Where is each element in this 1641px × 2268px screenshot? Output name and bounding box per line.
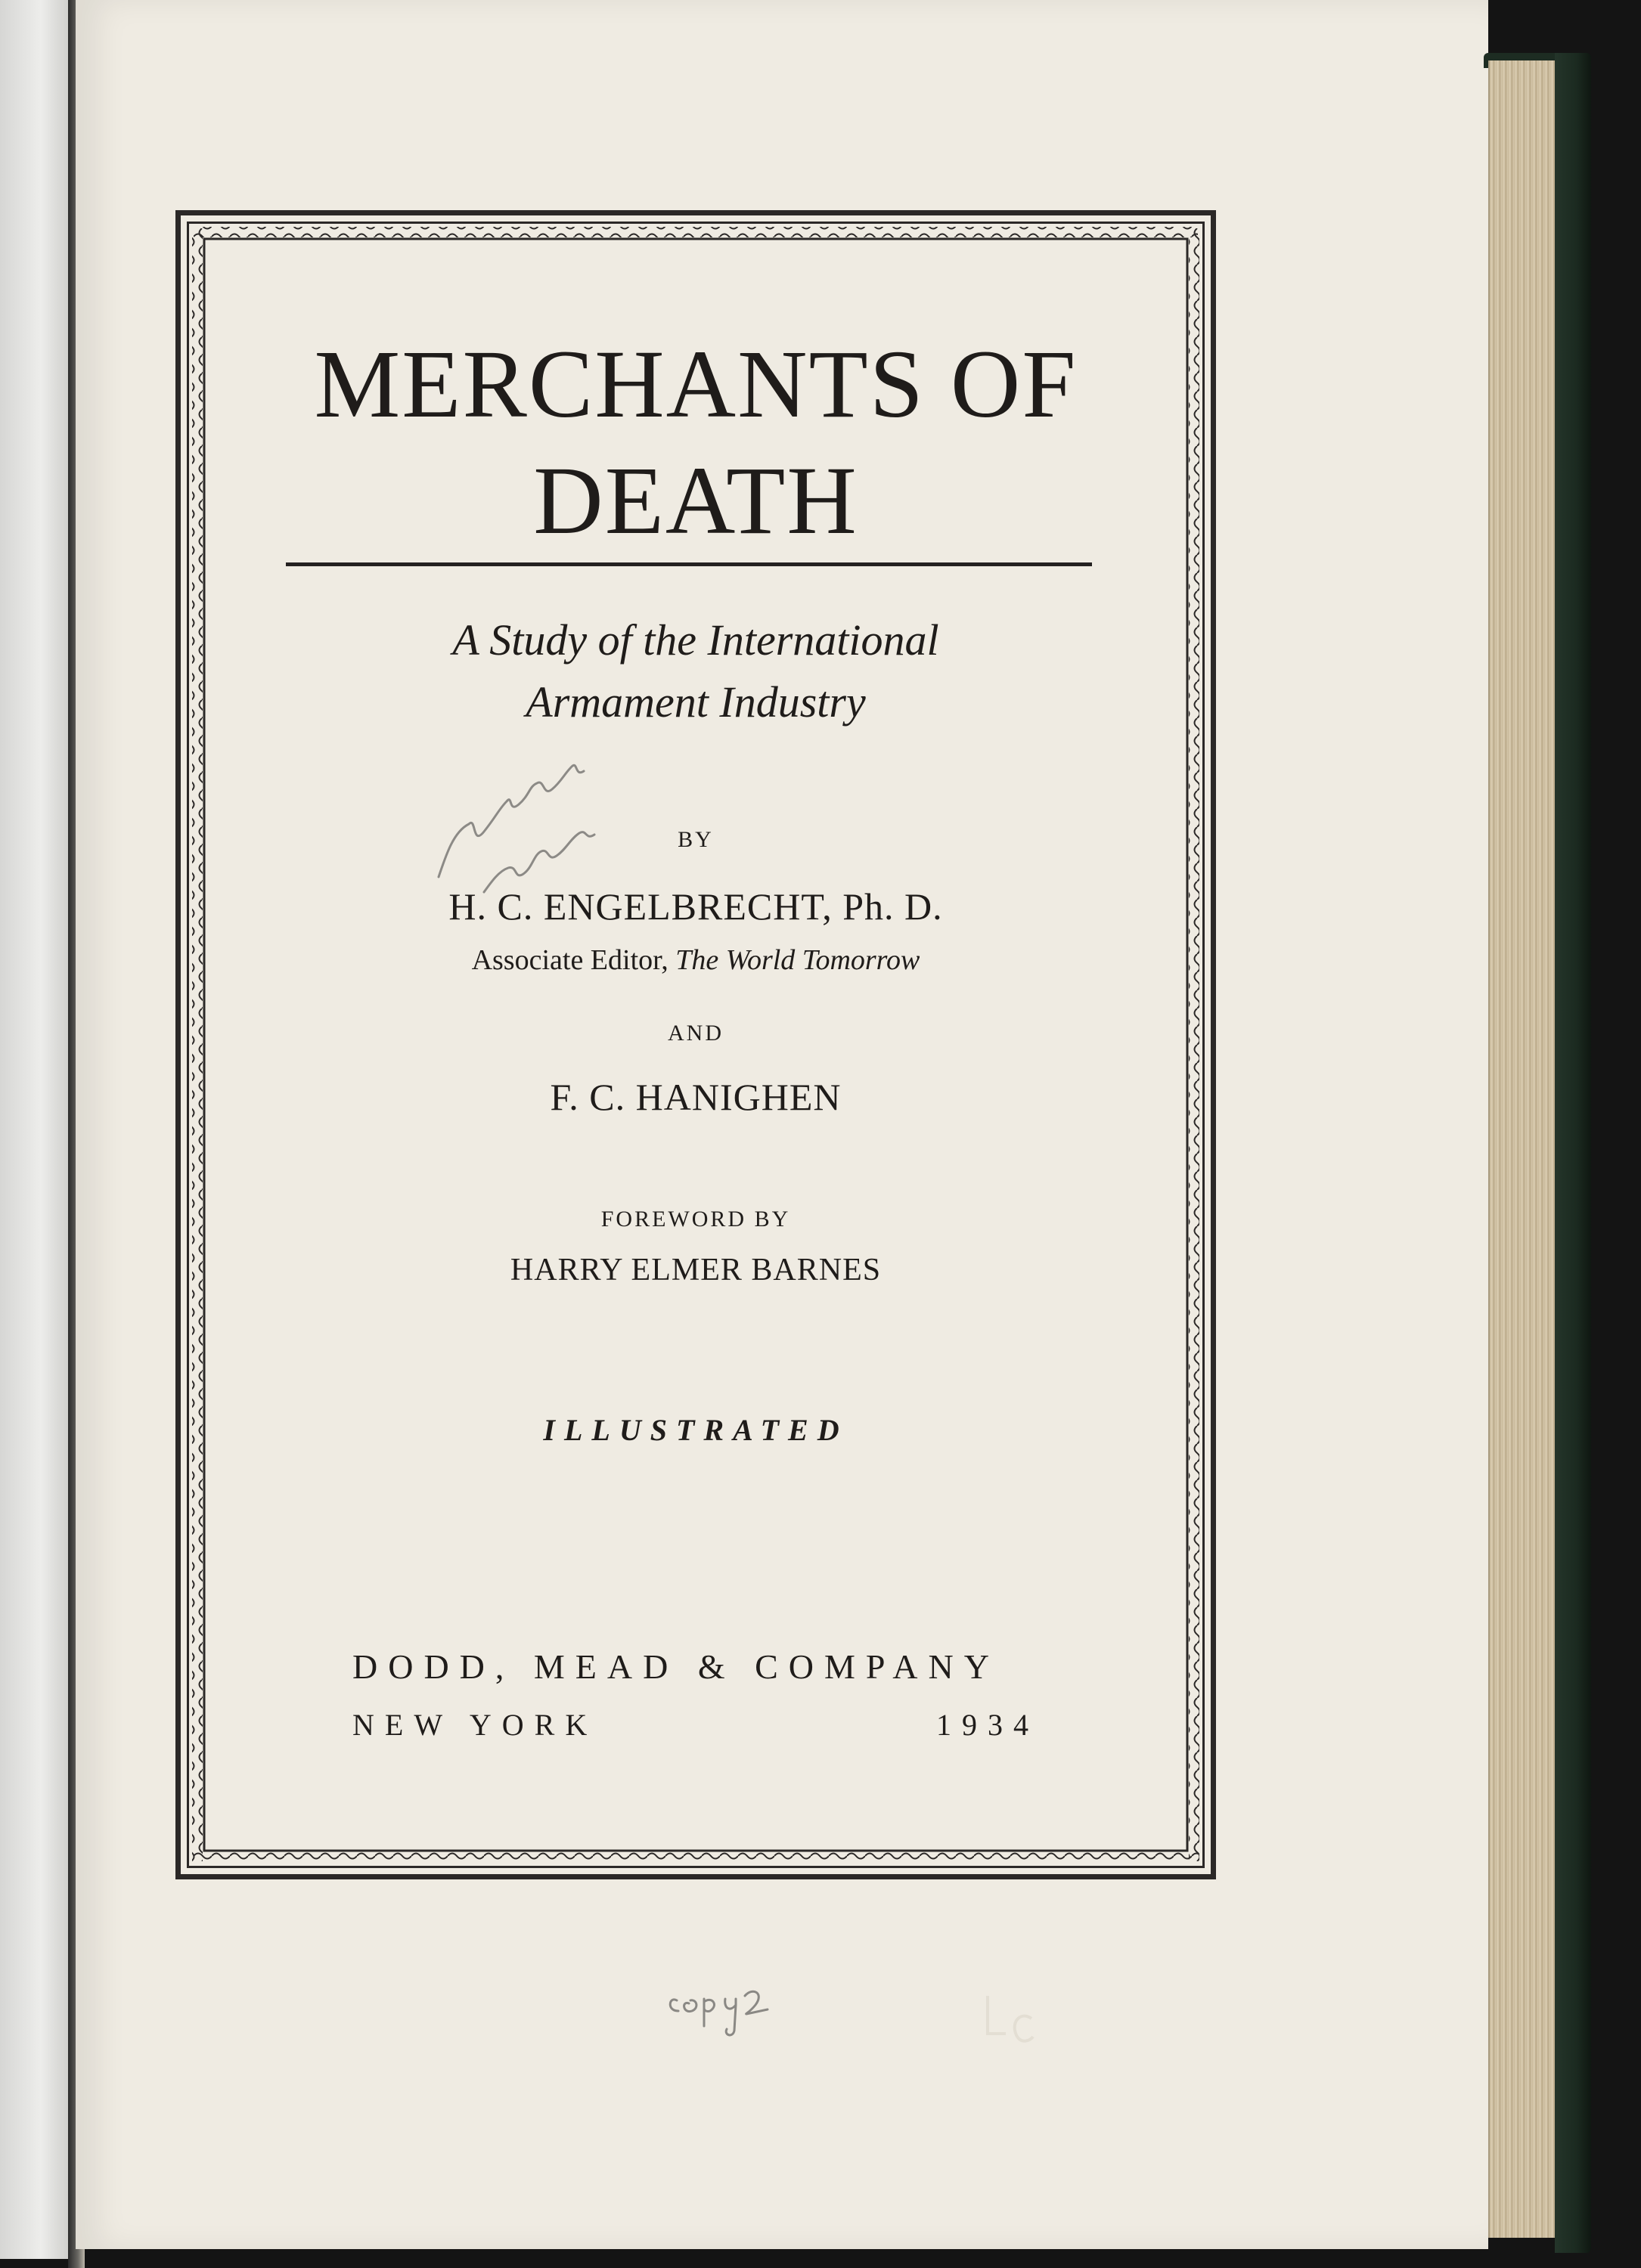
publication-year: 1934 xyxy=(936,1708,1039,1742)
page-edges xyxy=(1488,60,1556,2238)
author-1: H. C. ENGELBRECHT, Ph. D. xyxy=(448,885,943,928)
pencil-copy-annotation xyxy=(662,1966,843,2049)
title-rule xyxy=(286,562,1092,566)
affiliation-publication: The World Tomorrow xyxy=(675,944,920,976)
book-title-line-2: DEATH xyxy=(533,447,858,554)
author-1-affiliation xyxy=(175,943,1216,977)
publisher-name: DODD, MEAD & COMPANY xyxy=(352,1647,1000,1686)
by-label: BY xyxy=(678,827,714,852)
book-cover-edge xyxy=(1555,53,1591,2253)
pencil-name-annotation xyxy=(423,741,605,907)
author-2: F. C. HANIGHEN xyxy=(550,1076,842,1118)
book-title-line-1: MERCHANTS OF xyxy=(314,330,1078,438)
publisher-city: NEW YORK xyxy=(352,1708,598,1742)
subtitle-line-1: A Study of the International xyxy=(452,615,939,665)
and-label: AND xyxy=(668,1021,724,1046)
affiliation-prefix: Associate Editor, xyxy=(471,944,668,976)
subtitle-line-2: Armament Industry xyxy=(526,677,866,727)
foreword-label: FOREWORD BY xyxy=(600,1207,791,1232)
facing-page xyxy=(0,0,74,2259)
library-stamp-emboss xyxy=(976,1988,1044,2056)
foreword-author: HARRY ELMER BARNES xyxy=(510,1253,882,1287)
illustrated-label: ILLUSTRATED xyxy=(543,1413,848,1447)
